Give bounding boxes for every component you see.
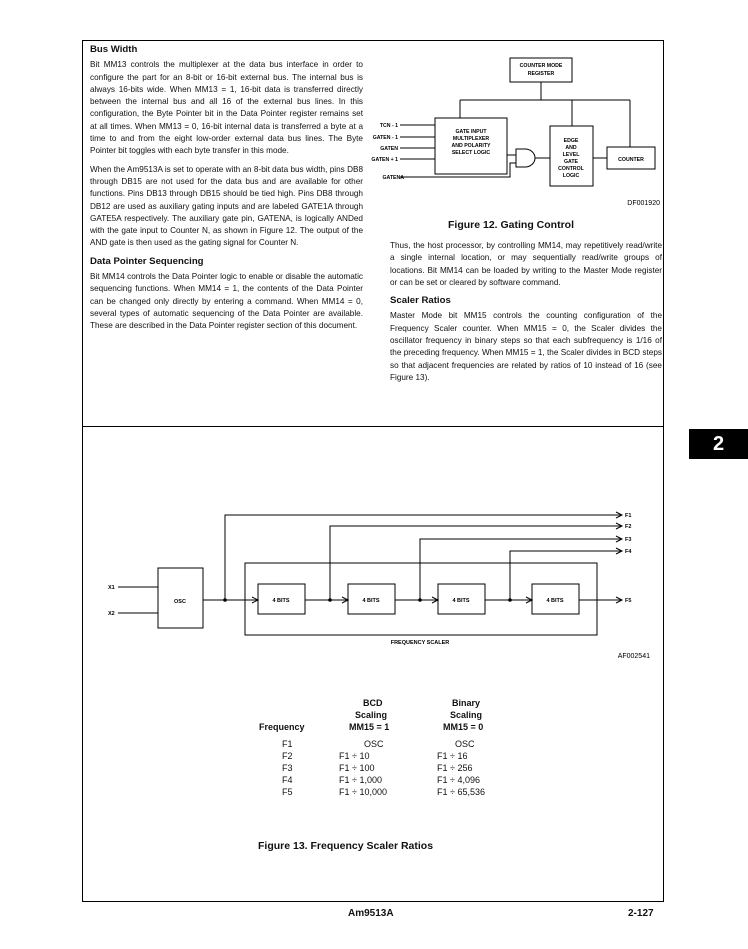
- heading-data-pointer: Data Pointer Sequencing: [90, 255, 204, 267]
- gate-mux-label-4: SELECT LOGIC: [451, 150, 491, 156]
- binary-header-2: Scaling: [450, 710, 483, 720]
- output-f4: F4: [625, 549, 632, 555]
- row-binary: F1 ÷ 65,536: [437, 787, 485, 797]
- osc-box: [158, 568, 203, 628]
- frequency-scaler-label: FREQUENCY SCALER: [390, 640, 450, 646]
- figure-12-caption: Figure 12. Gating Control: [448, 219, 575, 231]
- input-gaten: GATEN: [380, 146, 398, 152]
- heading-bus-width: Bus Width: [90, 44, 138, 55]
- row-binary: F1 ÷ 4,096: [437, 775, 480, 785]
- row-freq: F5: [282, 787, 293, 797]
- binary-header-1: Binary: [452, 698, 481, 708]
- and-gate: [516, 149, 535, 167]
- counter-mode-register-label-2: REGISTER: [527, 71, 555, 77]
- binary-header-3: MM15 = 0: [443, 722, 484, 732]
- input-x1: X1: [108, 585, 115, 591]
- paragraph: Master Mode bit MM15 controls the counting configuration of the Frequency Scaler counter. When MM15 = 0, the Scaler divides the oscillator frequency in binary steps so that each subfrequency is 1/16 of the preceding frequency. When MM15 = 1, the Scaler divides in BCD steps so that adjacent frequencies are related by ratios of 10 instead of 16 (see Figure 13).: [390, 311, 662, 382]
- bcd-header-2: Scaling: [355, 710, 388, 720]
- gate-mux-label-2: MULTIPLEXER: [452, 136, 490, 142]
- edge-label-6: LOGIC: [562, 173, 580, 179]
- input-tcn-1: TCN - 1: [379, 123, 398, 129]
- edge-label-3: LEVEL: [562, 152, 580, 158]
- row-bcd: F1 ÷ 100: [339, 763, 375, 773]
- row-bcd: F1 ÷ 1,000: [339, 775, 382, 785]
- input-gaten+1: GATEN + 1: [371, 157, 398, 163]
- output-f2: F2: [625, 524, 632, 530]
- paragraph: Thus, the host processor, by controlling MM14, may repetitively read/write a single internal location, or may sequentially read/write groups of locations. Bit MM14 can be loaded by writing to the Master Mode register or can be set or cleared by software command.: [390, 241, 662, 287]
- edge-label-1: EDGE: [563, 138, 579, 144]
- input-gaten-1: GATEN - 1: [372, 135, 398, 141]
- figure-12-code: DF001920: [627, 200, 660, 207]
- figure-13-diagram: [100, 505, 660, 665]
- row-bcd: F1 ÷ 10,000: [339, 787, 387, 797]
- gate-mux-label-3: AND POLARITY: [451, 143, 491, 149]
- 4bits-label-4: 4 BITS: [546, 598, 564, 604]
- row-freq: F3: [282, 763, 293, 773]
- section-divider: [82, 426, 664, 427]
- output-f3: F3: [625, 537, 632, 543]
- section-tab: 2: [689, 429, 748, 459]
- row-binary: F1 ÷ 256: [437, 763, 473, 773]
- counter-label: COUNTER: [618, 157, 644, 163]
- row-bcd: OSC: [364, 739, 384, 749]
- right-column: [390, 240, 662, 390]
- row-binary: F1 ÷ 16: [437, 751, 468, 761]
- edge-label-2: AND: [565, 145, 577, 151]
- edge-label-4: GATE: [563, 159, 579, 165]
- footer-title: Am9513A: [348, 908, 394, 919]
- counter-mode-register-label-1: COUNTER MODE: [519, 63, 563, 69]
- footer-page-number: 2-127: [628, 908, 654, 919]
- figure-13-caption: Figure 13. Frequency Scaler Ratios: [258, 840, 434, 852]
- output-f5: F5: [625, 598, 632, 604]
- bcd-header-1: BCD: [363, 698, 383, 708]
- paragraph: Bit MM14 controls the Data Pointer logic to enable or disable the automatic sequencing functions. When MM14 = 1, the contents of the Data Pointer can be changed only directly by entering a command. When MM14 = 0, several types of automatic sequencing of the Data Pointer are available. These are described in the Data Pointer register section of this document.: [90, 272, 363, 331]
- input-gatena: GATENA: [382, 175, 404, 181]
- 4bits-label-1: 4 BITS: [272, 598, 290, 604]
- bcd-header-3: MM15 = 1: [349, 722, 390, 732]
- gate-mux-label-1: GATE INPUT: [455, 129, 487, 135]
- input-x2: X2: [108, 611, 115, 617]
- 4bits-label-2: 4 BITS: [362, 598, 380, 604]
- heading-scaler-ratios: Scaler Ratios: [390, 295, 451, 307]
- figure-12-diagram: [371, 50, 670, 215]
- row-binary: OSC: [455, 739, 475, 749]
- edge-label-5: CONTROL: [558, 166, 584, 172]
- paragraph: When the Am9513A is set to operate with an 8-bit data bus width, pins DB8 through DB15 are not used for the data bus and are available for other functions. Pins DB13 through DB15 should be tied high. Pins DB8 through DB12 are used as auxiliary gating inputs and are labeled GATE1A through GATE5A respectively. The auxiliary gate pin, GATENA, is logically ANDed with the gate input to Counter N, as shown in Figure 12. The output of the AND gate is then used as the gating signal for Counter N.: [90, 164, 363, 248]
- paragraph: Bit MM13 controls the multiplexer at the data bus interface in order to configure the part for an 8-bit or 16-bit external bus. The internal bus is always 16-bits wide. When MM13 = 1, 16-bit data is transferred directly between the internal bus and all 16 of the external bus lines. In this configuration, the Byte Pointer bit in the Data Pointer register remains set at all times. When MM13 = 0, 16-bit internal data is transferred a byte at a time to and from the eight low-order external data bus lines. The Byte Pointer bit toggles with each byte transfer in this mode.: [90, 60, 363, 156]
- output-f1: F1: [625, 513, 632, 519]
- counter-mode-register-box: [510, 58, 572, 82]
- osc-label: OSC: [174, 599, 186, 605]
- figure-13-code: AF002541: [617, 653, 650, 660]
- frequency-header: Frequency: [259, 722, 305, 732]
- left-column: [90, 44, 363, 339]
- row-freq: F2: [282, 751, 293, 761]
- row-freq: F4: [282, 775, 293, 785]
- row-bcd: F1 ÷ 10: [339, 751, 370, 761]
- 4bits-label-3: 4 BITS: [452, 598, 470, 604]
- row-freq: F1: [282, 739, 293, 749]
